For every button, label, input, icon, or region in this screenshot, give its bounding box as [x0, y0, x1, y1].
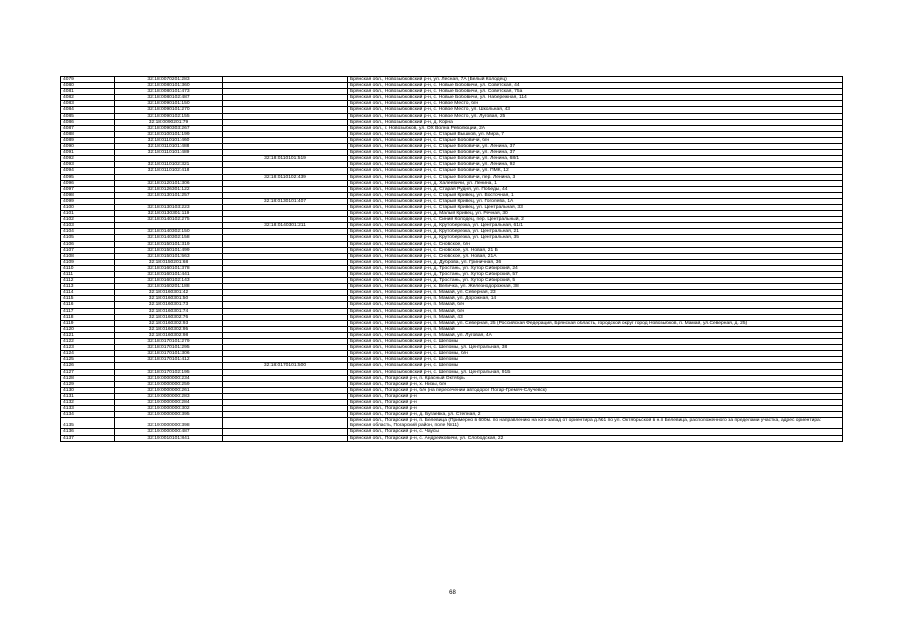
row-number: 4137 — [61, 435, 115, 441]
cadastral-number: 32:18:0160302:76 — [115, 314, 223, 320]
address: Брянская обл., Новозыбковский р-н, с. Новые Бобовичи, ул. Набережная, 114 — [348, 95, 843, 101]
page-number: 68 — [449, 590, 456, 596]
address: Брянская обл., Новозыбковский р-н, п. Мамай, б/н — [348, 302, 843, 308]
address: Брянская обл., Погарский р-н, с. Чаусы — [348, 429, 843, 435]
address: Брянская обл., Новозыбковский р-н, д. Старая Рудня, ул. Победы, 44 — [348, 186, 843, 192]
row-number: 4120 — [61, 326, 115, 332]
cadastral-number: 32:19:0000000:234 — [115, 375, 223, 381]
row-number: 4084 — [61, 107, 115, 113]
cadastral-number: 32:18:0160101:378 — [115, 265, 223, 271]
row-number: 4109 — [61, 259, 115, 265]
cadastral-number: 32:18:0110101:489 — [115, 150, 223, 156]
row-number: 4132 — [61, 399, 115, 405]
cadastral-number: 32:18:0150101:563 — [115, 253, 223, 259]
row-number: 4089 — [61, 137, 115, 143]
row-number: 4121 — [61, 332, 115, 338]
cadastral-number: 32:18:0090201:79 — [115, 119, 223, 125]
address: Брянская обл., Новозыбковский р-н, с. Шеломы — [348, 363, 843, 369]
row-number: 4114 — [61, 290, 115, 296]
cadastral-number: 32:18:0140302:150 — [115, 229, 223, 235]
cadastral-number: 32:18:0110102:418 — [115, 168, 223, 174]
row-number: 4136 — [61, 429, 115, 435]
row-number: 4125 — [61, 357, 115, 363]
address: Брянская обл., Новозыбковский р-н, с. Сновское, ул. Новая, 21 Б — [348, 247, 843, 253]
address: Брянская обл., Новозыбковский р-н, ул. Лесная, 7А (Белый Колодец) — [348, 77, 843, 83]
cadastral-number: 32:18:0110102:321 — [115, 162, 223, 168]
address: Брянская обл., Новозыбковский р-н, с. Старые Бобовичи, ул. Ленина, 37 — [348, 150, 843, 156]
cadastral-number: 32:19:0000000:283 — [115, 393, 223, 399]
address: Брянская обл., Новозыбковский р-н, с. Сновское, б/н — [348, 241, 843, 247]
table-body — [61, 77, 843, 442]
cadastral-number-alt: 32:18:0110102:439 — [223, 174, 348, 180]
row-number: 4091 — [61, 150, 115, 156]
cadastral-number: 32:18:0110101:460 — [115, 137, 223, 143]
address: Брянская обл., Новозыбковский р-н, д. Корна — [348, 119, 843, 125]
cadastral-number: 32:18:0150101:499 — [115, 247, 223, 253]
row-number: 4113 — [61, 284, 115, 290]
cadastral-number-alt — [223, 418, 348, 429]
address: Брянская обл., Новозыбковский р-н, с. Новые Бобовичи, ул. Советская, 75а — [348, 89, 843, 95]
row-number: 4102 — [61, 217, 115, 223]
address: Брянская обл., Новозыбковский р-н, х. Величка, ул. Железнодорожная, 38 — [348, 284, 843, 290]
row-number: 4131 — [61, 393, 115, 399]
address: Брянская обл., Новозыбковский р-н, п. Мамай, ул. Луговая, 4А — [348, 332, 843, 338]
address: Брянская обл., Новозыбковский р-н, с. Старые Бобовичи, ул. Ленина, 68/1 — [348, 156, 843, 162]
row-number: 4081 — [61, 89, 115, 95]
cadastral-number: 32:18:0160302:98 — [115, 332, 223, 338]
cadastral-number: 32:18:0070201:283 — [115, 77, 223, 83]
cadastral-number: 32:18:0090101:150 — [115, 101, 223, 107]
row-number: 4085 — [61, 113, 115, 119]
address: Брянская обл., Погарский р-н, п. Белевица (Примерно в 600м. по направлению на юго-запад от ориентира д.№1 по ул. Октябрьской в н.п Белевица, расположенного за пределами участка, адрес ориентира: Брянская область, Погарский район, поле №11) — [348, 418, 843, 429]
cadastral-number-alt — [223, 435, 348, 441]
cadastral-number: 32:18:0160301:74 — [115, 308, 223, 314]
cadastral-number: 32:18:0160102:143 — [115, 278, 223, 284]
cadastral-number: 32:18:0130301:119 — [115, 211, 223, 217]
address: Брянская обл., Новозыбковский р-н, п. Мамай, ул. Северная, 25 (Российская Федерация, Брянская область, городской округ город Новозыбков, п. Мамай, ул.Северная, д. 25) — [348, 320, 843, 326]
cadastral-number: 32:18:0160301:73 — [115, 302, 223, 308]
row-number: 4098 — [61, 192, 115, 198]
row-number: 4094 — [61, 168, 115, 174]
address: Брянская обл., Новозыбковский р-н, д. Халеевичи, ул. Ленина, 1 — [348, 180, 843, 186]
row-number: 4100 — [61, 204, 115, 210]
row-number: 4111 — [61, 272, 115, 278]
address: Брянская обл., Погарский р-н, х. Низы, б/н — [348, 381, 843, 387]
table-row — [61, 435, 843, 441]
row-number: 4124 — [61, 351, 115, 357]
cadastral-number: 32:18:0126301:122 — [115, 186, 223, 192]
address: Брянская обл., Новозыбковский р-н, д. Тростань, ул. Хутор Сибирский, 24 — [348, 265, 843, 271]
address: Брянская обл., Новозыбковский р-н, п. Мамай, б/н — [348, 308, 843, 314]
row-number: 4128 — [61, 375, 115, 381]
address: Брянская обл., Новозыбковский р-н, д. Малый Кривец, ул. Речная, 30 — [348, 211, 843, 217]
row-number: 4134 — [61, 412, 115, 418]
cadastral-number: 32:18:0090101:270 — [115, 107, 223, 113]
address: Брянская обл., Новозыбковский р-н, п. Мамай, ул. Дорожная, 14 — [348, 296, 843, 302]
row-number: 4115 — [61, 296, 115, 302]
cadastral-number: 32:18:0150201:68 — [115, 259, 223, 265]
row-number: 4090 — [61, 144, 115, 150]
cadastral-number: 32:18:0090102:155 — [115, 113, 223, 119]
address: Брянская обл., Новозыбковский р-н, с. Новое Место, ул. Школьная, 43 — [348, 107, 843, 113]
row-number: 4129 — [61, 381, 115, 387]
cadastral-table — [60, 76, 843, 442]
cadastral-number: 32:18:0080101:360 — [115, 83, 223, 89]
address: Брянская обл., Погарский р-н, п. Красный Октябрь — [348, 375, 843, 381]
row-number: 4106 — [61, 241, 115, 247]
address: Брянская обл., Новозыбковский р-н, с. Сновское, ул. Новая, 21А — [348, 253, 843, 259]
address: Брянская обл., Новозыбковский р-н, д. Дуброва, ул. Гриничная, 36 — [348, 259, 843, 265]
address: Брянская обл., Погарский р-н, б/н (на пересечении автодорог Погар-Гремяч-Случевск) — [348, 387, 843, 393]
cadastral-number: 32:18:0090303:267 — [115, 125, 223, 131]
address: Брянская обл., Новозыбковский р-н, д. Тростань, ул. Хутор Сибирский, 5 — [348, 278, 843, 284]
cadastral-number: 32:18:0130101:257 — [115, 192, 223, 198]
row-number: 4130 — [61, 387, 115, 393]
address: Брянская обл., Новозыбковский р-н, п. Мамай, ул. Северная, 23 — [348, 290, 843, 296]
row-number: 4092 — [61, 156, 115, 162]
row-number: 4082 — [61, 95, 115, 101]
cadastral-number: 32:18:0160302:95 — [115, 326, 223, 332]
address: Брянская обл., Погарский р-н, с. Андрейковичи, ул. Слободская, 22 — [348, 435, 843, 441]
cadastral-number: 32:18:0170101:279 — [115, 339, 223, 345]
cadastral-number: 32:18:0100101:199 — [115, 131, 223, 137]
row-number: 4135 — [61, 418, 115, 429]
row-number: 4104 — [61, 229, 115, 235]
cadastral-number: 32:18:0170102:195 — [115, 369, 223, 375]
address: Брянская обл., Новозыбковский р-н, с. Старый Кривец, ул. Восточная, 1 — [348, 192, 843, 198]
address: Брянская обл., Новозыбковский р-н, с. Старый Вышков, ул. Мира, 7 — [348, 131, 843, 137]
address: Брянская обл., Новозыбковский р-н, с. Старые Бобовичи, б/н — [348, 137, 843, 143]
row-number: 4133 — [61, 406, 115, 412]
row-number: 4083 — [61, 101, 115, 107]
row-number: 4110 — [61, 265, 115, 271]
table-row — [61, 320, 843, 326]
cadastral-number: 32:18:0160301:42 — [115, 290, 223, 296]
row-number: 4097 — [61, 186, 115, 192]
address: Брянская обл., Новозыбковский р-н, п. Мамай, 43 — [348, 314, 843, 320]
address: Брянская обл., Новозыбковский р-н, с. Новое Место, б/н — [348, 101, 843, 107]
cadastral-number: 32:18:0160302:93 — [115, 320, 223, 326]
cadastral-number: 32:18:0140102:275 — [115, 217, 223, 223]
address: Брянская обл., г. Новозыбков, ул. ОХ Волна Революции, 2А — [348, 125, 843, 131]
address: Брянская обл., Погарский р-н, д. Бугаевка, ул. Степная, 2 — [348, 412, 843, 418]
row-number: 4112 — [61, 278, 115, 284]
row-number: 4101 — [61, 211, 115, 217]
address: Брянская обл., Погарский р-н — [348, 406, 843, 412]
address: Брянская обл., Новозыбковский р-н, с. Шеломы — [348, 357, 843, 363]
row-number: 4119 — [61, 320, 115, 326]
address: Брянская обл., Новозыбковский р-н, с. Шеломы, ул. Центральная, 38 — [348, 345, 843, 351]
row-number: 4118 — [61, 314, 115, 320]
cadastral-number: 32:18:0170101:295 — [115, 345, 223, 351]
cadastral-number: 32:18:0170101:412 — [115, 357, 223, 363]
cadastral-number: 32:18:0160301:50 — [115, 296, 223, 302]
row-number: 4126 — [61, 363, 115, 369]
cadastral-number: 32:18:0160101:441 — [115, 272, 223, 278]
address: Брянская обл., Новозыбковский р-н, п. Мамай — [348, 326, 843, 332]
cadastral-number: 32:18:0160201:188 — [115, 284, 223, 290]
address: Брянская обл., Новозыбковский р-н, с. Новые Бобовичи, ул. Советская, 44 — [348, 83, 843, 89]
cadastral-number: 32:18:0080102:487 — [115, 95, 223, 101]
cadastral-number: 32:19:0000000:284 — [115, 399, 223, 405]
cadastral-number: 32:19:0000000:398 — [115, 418, 223, 429]
cadastral-number: 32:19:0000000:487 — [115, 429, 223, 435]
cadastral-number: 32:19:0000000:261 — [115, 387, 223, 393]
address: Брянская обл., Новозыбковский р-н, с. Синий Колодец, пер. Центральный, 2 — [348, 217, 843, 223]
row-number: 4107 — [61, 247, 115, 253]
cadastral-number: 32:18:0110101:488 — [115, 144, 223, 150]
row-number: 4080 — [61, 83, 115, 89]
address: Брянская обл., Новозыбковский р-н, с. Старые Бобовичи, ул. Ленина, 37 — [348, 144, 843, 150]
cadastral-number: 32:19:0000000:302 — [115, 406, 223, 412]
cadastral-number-alt: 32:18:0140301:211 — [223, 223, 348, 229]
row-number: 4096 — [61, 180, 115, 186]
address: Брянская обл., Новозыбковский р-н, с. Шеломы, б/н — [348, 351, 843, 357]
address: Брянская обл., Новозыбковский р-н, д. Крутоберезка, ул. Центральная, 61/1 — [348, 223, 843, 229]
row-number: 4103 — [61, 223, 115, 229]
row-number: 4116 — [61, 302, 115, 308]
address: Брянская обл., Погарский р-н — [348, 393, 843, 399]
cadastral-number: 32:18:0170101:306 — [115, 351, 223, 357]
address: Брянская обл., Новозыбковский р-н, с. Старый Кривец, ул. Гоголева, 1А — [348, 198, 843, 204]
row-number: 4095 — [61, 174, 115, 180]
address: Брянская обл., Новозыбковский р-н, с. Старые Бобовичи, ул. ПМК, 12 — [348, 168, 843, 174]
row-number: 4117 — [61, 308, 115, 314]
cadastral-number-alt: 32:18:0170101:500 — [223, 363, 348, 369]
cadastral-number: 32:19:0000000:259 — [115, 381, 223, 387]
cadastral-number: 32:18:0080101:473 — [115, 89, 223, 95]
cadastral-number: 32:18:0120101:306 — [115, 180, 223, 186]
row-number: 4127 — [61, 369, 115, 375]
address: Брянская обл., Новозыбковский р-н, д. Тростань, ул. Хутор Сибирский, 57 — [348, 272, 843, 278]
address: Брянская обл., Новозыбковский р-н, с. Шеломы — [348, 339, 843, 345]
address: Брянская обл., Новозыбковский р-н, с. Старые Бобовичи, ул. Ленина, 92 — [348, 162, 843, 168]
row-number: 4123 — [61, 345, 115, 351]
row-number: 4122 — [61, 339, 115, 345]
cadastral-number: 32:19:0010101:841 — [115, 435, 223, 441]
cadastral-number: 32:19:0000000:395 — [115, 412, 223, 418]
address: Брянская обл., Новозыбковский р-н, д. Крутоберезка, ул. Центральная, 21 — [348, 229, 843, 235]
row-number: 4099 — [61, 198, 115, 204]
row-number: 4105 — [61, 235, 115, 241]
cadastral-number-alt: 32:18:0110101:519 — [223, 156, 348, 162]
address: Брянская обл., Новозыбковский р-н, с. Старый Кривец, ул. Центральная, 33 — [348, 204, 843, 210]
address: Брянская обл., Новозыбковский р-н, с. Шеломы, ул. Центральная, 91Б — [348, 369, 843, 375]
address: Брянская обл., Новозыбковский р-н, с. Старые Бобовичи, пер. Ленина, 3 — [348, 174, 843, 180]
cadastral-number: 32:18:0150101:319 — [115, 241, 223, 247]
address: Брянская обл., Новозыбковский р-н, д. Крутоберезка, ул. Центральная, 35 — [348, 235, 843, 241]
row-number: 4093 — [61, 162, 115, 168]
cadastral-number: 32:18:0140302:158 — [115, 235, 223, 241]
row-number: 4086 — [61, 119, 115, 125]
row-number: 4079 — [61, 77, 115, 83]
cadastral-number-alt: 32:18:0130101:407 — [223, 198, 348, 204]
cadastral-number: 32:18:0130103:223 — [115, 204, 223, 210]
address: Брянская обл., Новозыбковский р-н, с. Новое Место, ул. Луговая, 25 — [348, 113, 843, 119]
row-number: 4108 — [61, 253, 115, 259]
address: Брянская обл., Погарский р-н — [348, 399, 843, 405]
row-number: 4088 — [61, 131, 115, 137]
table-row — [61, 418, 843, 429]
row-number: 4087 — [61, 125, 115, 131]
